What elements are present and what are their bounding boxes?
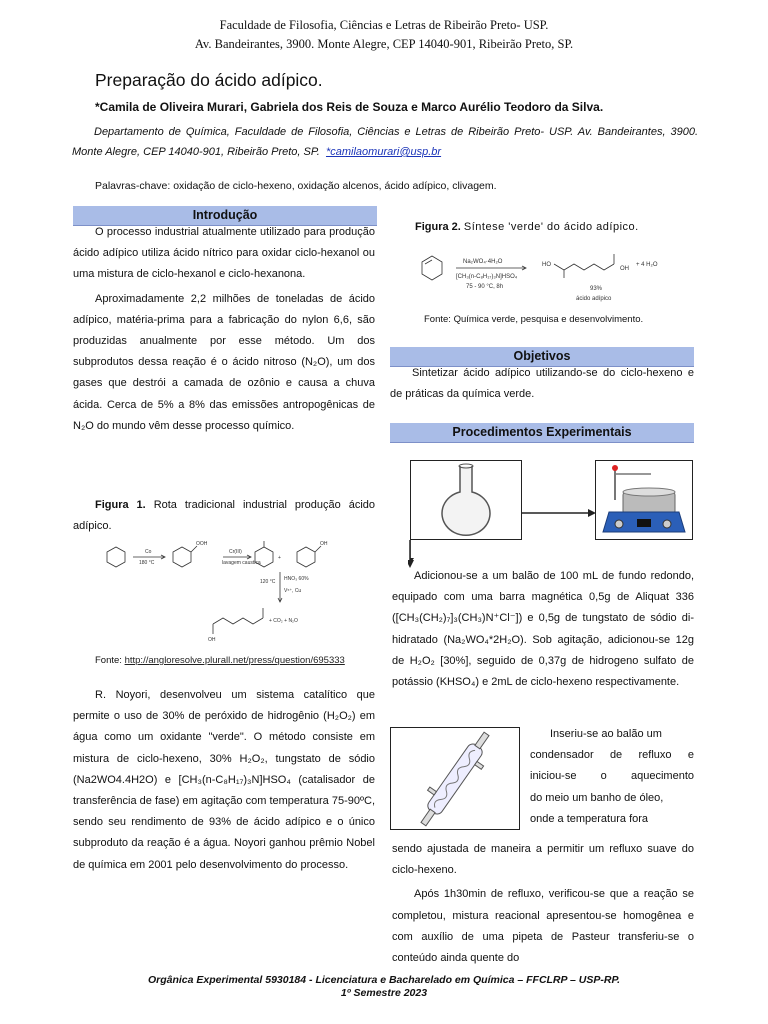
footer-course: Orgânica Experimental 5930184 - Licenciatura e Bacharelado em Química – FFCLRP – USP-RP. (147, 974, 621, 986)
objetivos-paragraph: Sintetizar ácido adípico utilizando-se do ciclo-hexeno e de práticas da química verde. (390, 367, 694, 401)
svg-text:OH: OH (208, 637, 216, 643)
magnetic-stirrer-image (595, 460, 693, 540)
intro-text (73, 222, 375, 437)
reflux-condenser-image (390, 727, 520, 830)
adipic-acid-structure (213, 618, 263, 624)
keywords: Palavras-chave: oxidação de ciclo-hexeno, oxidação alcenos, ácido adípico, clivagem. (95, 180, 497, 192)
figure2-caption-text: Síntese 'verde' do ácido adípico. (463, 221, 639, 233)
side-line-1: Inseriu-se ao balão um (550, 728, 662, 740)
temp-180: 180 °C (139, 560, 155, 566)
reagent-na2wo4: Na₂WO₄·4H₂O (463, 259, 503, 265)
oh-product-label: OH (620, 266, 629, 272)
right-arrow-icon (522, 508, 597, 518)
author-email-link[interactable]: *camilaomurari@usp.br (325, 146, 442, 158)
figure1-source (95, 655, 345, 666)
side-line-2: condensador de refluxo e (530, 749, 694, 762)
round-bottom-flask-image (410, 460, 522, 566)
svg-text:+: + (278, 555, 281, 561)
procedimentos-paragraph-1: Adicionou-se a um balão de 100 mL de fundo redondo, equipado com uma barra magnética 0,5g de Aliquat 336 ([CH₃(CH₂)₇]₃(CH₃)N⁺Cl⁻]) e 0,5g de tungstato de sódio di-hidratado (Na₂WO₄*2H₂O). Sob agitação, adicionou-se 12g de H₂O₂ [30%], seguido de 0,37g de hidrogeno sulfato de potássio (KHSO₄) e 2mL de ciclo-hexeno respectivamente. (392, 570, 694, 689)
yield: 93% (590, 286, 603, 292)
figure2-reaction-scheme (414, 248, 694, 308)
section-heading-objetivos: Objetivos (390, 347, 694, 367)
side-line-5: onde a temperatura fora (530, 812, 649, 825)
figure1-reaction-scheme (95, 540, 341, 648)
figure1-source-link[interactable]: http://angloresolve.plurall.net/press/question/695333 (124, 655, 345, 666)
reagent-hno3: HNO₃ 60% (284, 576, 309, 582)
cyclohexane-structure (107, 547, 125, 567)
figure2-source: Fonte: Química verde, pesquisa e desenvolvimento. (424, 314, 644, 325)
intro-paragraph-3: R. Noyori, desenvolveu um sistema catalítico que permite o uso de 30% de peróxido de hidrogênio (H₂O₂) em água como um oxidante "verde". O método consiste em mistura de ciclo-hexeno, 30% H₂O₂, tungstato de sódio (Na2WO4.4H2O) e [CH₃(n-C₈H₁₇)₃N]HSO₄ (catalisador de transferência de fase) em agitação com temperatura 75-90ºC, sendo seu rendimento de 93% de ácido adípico e o único subproduto da reação é a água. Noyori ganhou prêmio Nobel de química em 2001 pelo desenvolvimento do processo. (73, 689, 375, 871)
reagent-criii: Cr(III) (229, 549, 242, 555)
footer-semester: 1º Semestre 2023 (340, 987, 428, 999)
procedimentos-text (392, 566, 694, 693)
department-text: Departamento de Química, Faculdade de Filosofia, Ciências e Letras de Ribeirão Preto- USP. Av. Bandeirantes, 3900. Monte Alegre, CEP 14040-901, Ribeirão Preto, SP. (72, 126, 698, 158)
oh-label: OH (320, 541, 328, 547)
objetivos-text (390, 363, 694, 405)
side-line-4: do meio um banho de óleo, (530, 791, 664, 804)
section-heading-introducao: Introdução (73, 206, 377, 226)
paper-title: Preparação do ácido adípico. (95, 70, 323, 90)
temp-120: 120 °C (260, 579, 276, 585)
figure1-source-prefix: Fonte: (95, 655, 125, 666)
figure1-caption-text: Rota tradicional industrial produção ácido adípico. (73, 499, 376, 533)
noyori-text (73, 685, 375, 876)
reagent-co: Co (145, 549, 152, 555)
authors: *Camila de Oliveira Murari, Gabriela dos Reis de Souza e Marco Aurélio Teodoro da Silva. (95, 100, 604, 114)
intro-paragraph-2: Aproximadamente 2,2 milhões de toneladas de ácido adípico, matéria-prima para a fabricação do nylon 6,6, são produzidas anualmente por esse método. Um dos subprodutos dessa reação é o ácido nitroso (N₂O), um dos gases que destrói a camada de ozônio e causa a chuva ácida. Cerca de 5% a 8% das emissões antropogênicas de N₂O do mundo vêm desse processo químico. (73, 292, 375, 432)
reaction-conditions: 75 - 90 °C, 8h (466, 284, 504, 290)
cyclohexene-structure (422, 256, 442, 280)
adipic-acid-product-structure (554, 264, 614, 270)
reagent-v-cu: V⁵⁺, Cu (284, 588, 302, 594)
procedimentos-paragraph-2-rest: sendo ajustada de maneira a permitir um refluxo suave do ciclo-hexeno. (392, 843, 694, 877)
condenser-side-text (530, 724, 694, 830)
cyclohexanol-structure (297, 547, 315, 567)
co2-n2o: + CO₂ + N₂O (269, 618, 298, 624)
caustic-wash: lavagem caustica (222, 560, 261, 566)
intro-paragraph-1: O processo industrial atualmente utilizado para produção ácido adípico utiliza ácido nítrico para oxidar ciclo-hexanol ou uma mistura de ciclo-hexanol e ciclo-hexanona. (73, 226, 375, 281)
department (72, 122, 698, 162)
reagent-aliquat: [CH₃(n-C₈H₁₇)₃N]HSO₄ (456, 274, 518, 280)
ooh-label: OOH (196, 541, 208, 547)
figure1-caption (73, 495, 375, 537)
page-footer (0, 974, 768, 1000)
address-line: Av. Bandeirantes, 3900. Monte Alegre, CEP 14040-901, Ribeirão Preto, SP. (194, 37, 574, 51)
ho-label: HO (542, 262, 551, 268)
procedimentos-paragraph-3: Após 1h30min de refluxo, verificou-se que a reação se completou, mistura reacional apresentou-se homogênea e com auxílio de uma pipeta de Pasteur transferiu-se o conteúdo ainda quente do (392, 888, 694, 965)
cyclohexyl-hydroperoxide-structure (173, 547, 191, 567)
water-byproduct: + 4 H₂O (636, 262, 658, 268)
figure1-label: Figura 1. (95, 499, 146, 511)
institution-line: Faculdade de Filosofia, Ciências e Letras de Ribeirão Preto- USP. (219, 18, 549, 32)
section-heading-procedimentos: Procedimentos Experimentais (390, 423, 694, 443)
procedimentos-continued (392, 839, 694, 969)
side-line-3: iniciou-se o aquecimento (530, 770, 694, 783)
figure2-label: Figura 2. (415, 221, 461, 233)
product-name: ácido adípico (576, 296, 612, 302)
figure2-caption (415, 221, 639, 233)
